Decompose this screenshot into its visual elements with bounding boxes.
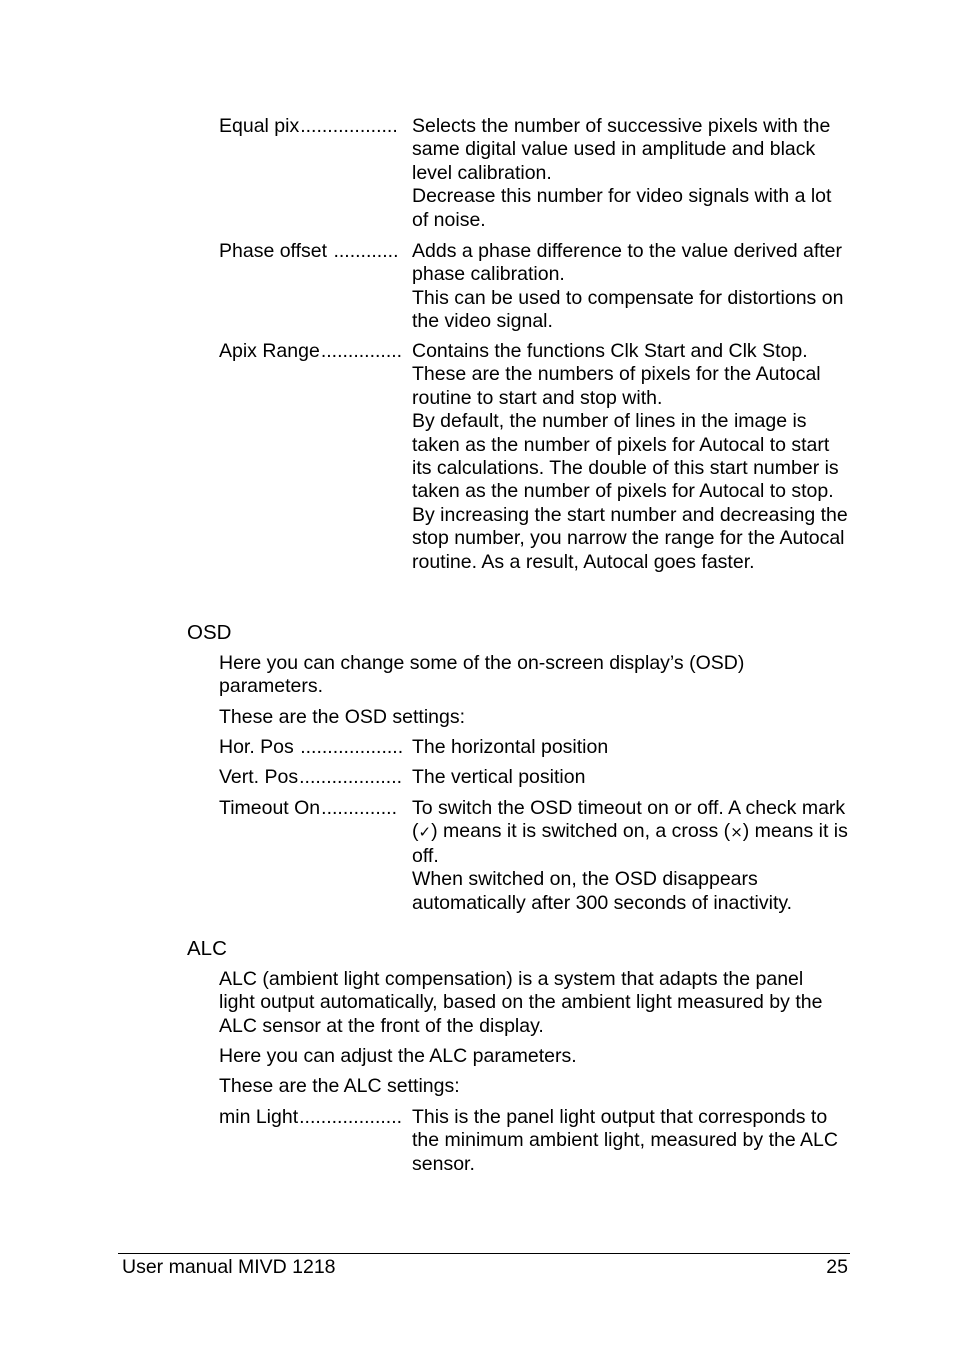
term-label: Hor. Pos ................... <box>219 736 404 758</box>
term-label: Phase offset ............ <box>219 240 399 262</box>
term-label: Timeout On.............. <box>219 797 398 819</box>
definition-text: To switch the OSD timeout on or off. A check mark (✓) means it is switched on, a cross (×) means it is off. When switched on, the OSD disappears automatically after 300 seconds of inactivity. <box>412 797 848 914</box>
footer-divider <box>118 1253 850 1254</box>
term-label: Vert. Pos................... <box>219 766 403 788</box>
footer-title: User manual MIVD 1218 <box>122 1256 336 1278</box>
alc-adjust-text: Here you can adjust the ALC parameters. <box>219 1045 577 1067</box>
section-heading-alc: ALC <box>187 937 227 960</box>
term-label: Equal pix.................. <box>219 115 398 137</box>
osd-settings-intro: These are the OSD settings: <box>219 706 466 728</box>
term-label: min Light................... <box>219 1106 403 1128</box>
section-heading-osd: OSD <box>187 621 232 644</box>
term-label: Apix Range............... <box>219 340 403 362</box>
definition-text: The vertical position <box>412 766 586 788</box>
definition-text: This is the panel light output that corresponds to the minimum ambient light, measured by the ALC sensor. <box>412 1106 838 1175</box>
alc-intro: ALC (ambient light compensation) is a system that adapts the panel light output automatically, based on the ambient light measured by the ALC sensor at the front of the display. <box>219 968 823 1037</box>
definition-text: Selects the number of successive pixels with the same digital value used in amplitude and black level calibration. Decrease this number for video signals with a lot of noise. <box>412 115 832 231</box>
check-mark-icon: ✓ <box>418 823 432 842</box>
definition-text: Contains the functions Clk Start and Clk Stop. These are the numbers of pixels for the Autocal routine to start and stop with. By default, the number of lines in the image is taken as the number of pixels for Autocal to start its calculations. The double of this start number is taken as the number of pixels for Autocal to stop. By increasing the start number and decreasing the stop number, you narrow the range for the Autocal routine. As a result, Autocal goes faster. <box>412 340 848 573</box>
definition-text: Adds a phase difference to the value derived after phase calibration. This can be used to compensate for distortions on the video signal. <box>412 240 844 333</box>
cross-icon: × <box>730 823 743 842</box>
page-number: 25 <box>826 1256 848 1278</box>
alc-settings-intro: These are the ALC settings: <box>219 1075 460 1097</box>
osd-intro: Here you can change some of the on-screen display’s (OSD) parameters. <box>219 652 745 698</box>
definition-text: The horizontal position <box>412 736 609 758</box>
